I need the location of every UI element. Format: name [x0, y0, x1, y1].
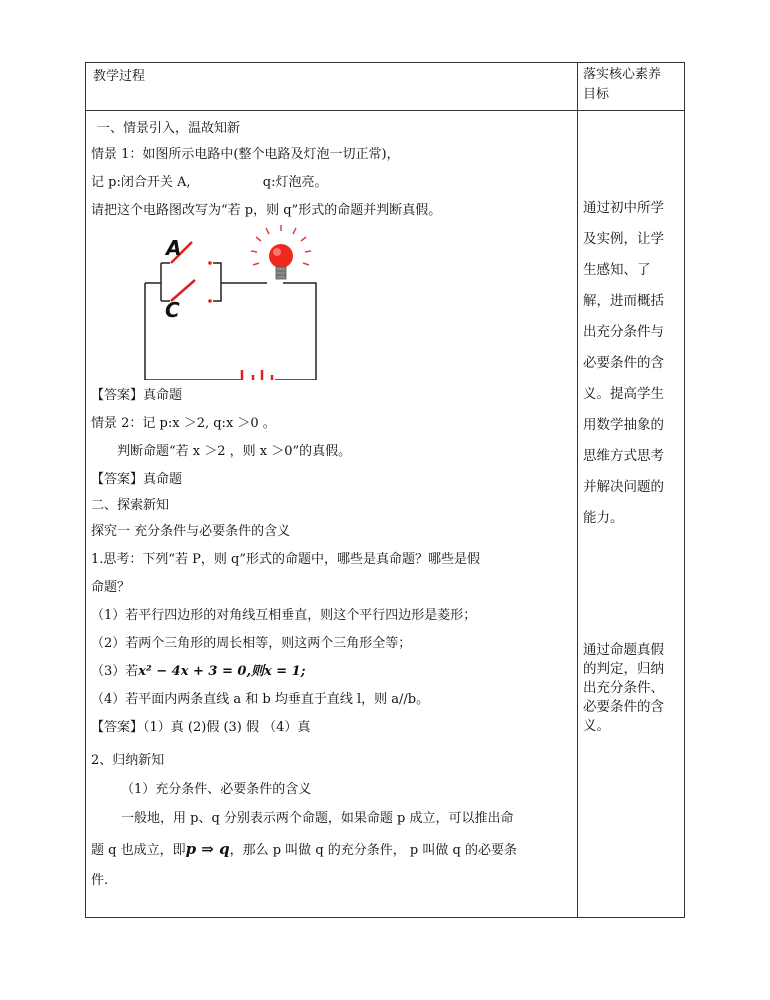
literacy-note-2: [583, 641, 681, 736]
definition-line1: 一般地，用 p、q 分别表示两个命题，如果命题 p 成立，可以推出命: [121, 811, 514, 826]
scenario-1-text: 情景 1：如图所示电路中(整个电路及灯泡一切正常)，: [91, 147, 400, 162]
think-question-line2: 命题？: [91, 580, 131, 595]
answer-3-label: 【答案】: [91, 720, 144, 735]
definition-line2-start: 题 q 也成立，即: [91, 843, 186, 858]
definition-implication: p ⇒ q: [185, 840, 230, 858]
note-1-line: 通过初中所学: [583, 200, 664, 216]
section-1-heading: 一、情景引入，温故知新: [97, 121, 241, 136]
note-1-line: 必要条件的含: [583, 355, 664, 371]
proposition-3-prefix: （3）若: [91, 664, 139, 679]
battery-icon: [239, 370, 272, 380]
header-core-literacy: [583, 65, 661, 105]
definition-line2-end: ，那么 p 叫做 q 的充分条件， p 叫做 q 的必要条: [229, 843, 517, 858]
proposition-2: （2）若两个三角形的周长相等，则这两个三角形全等；: [91, 636, 412, 651]
note-2-line: 的判定，归纳: [583, 661, 664, 677]
switch-c-contact: [208, 299, 212, 303]
answer-2: 【答案】真命题: [91, 472, 183, 487]
scenario-2-task: 判断命题“若 x ＞2 ，则 x ＞0”的真假。: [117, 444, 352, 459]
switch-a-contact: [208, 261, 212, 265]
exploration-1-title: 探究一 充分条件与必要条件的含义: [91, 524, 291, 539]
definition-line2: [91, 834, 571, 866]
note-2-line: 义。: [583, 718, 610, 734]
lesson-table: [85, 62, 685, 918]
bulb-icon: [269, 244, 293, 268]
scenario-1-task: 请把这个电路图改写为“若 p，则 q”形式的命题并判断真假。: [91, 203, 442, 218]
scenario-1-p: 记 p:闭合开关 A,: [91, 175, 191, 190]
switch-c-label: C: [165, 298, 180, 322]
note-1-line: 思维方式思考: [583, 448, 664, 464]
note-2-line: 出充分条件、: [583, 680, 664, 696]
think-question-line1: 1.思考：下列“若 P，则 q”形式的命题中，哪些是真命题？哪些是假: [91, 552, 481, 567]
answer-1: 【答案】真命题: [91, 388, 183, 403]
switch-a-label: A: [166, 236, 182, 260]
answer-3-values: （1）真 (2)假 (3) 假 （4）真: [143, 720, 311, 735]
proposition-4: （4）若平面内两条直线 a 和 b 均垂直于直线 l，则 a//b。: [91, 692, 430, 707]
proposition-1: （1）若平行四边形的对角线互相垂直，则这个平行四边形是菱形；: [91, 608, 477, 623]
header-divider: [86, 110, 684, 111]
note-1-line: 解，进而概括: [583, 293, 664, 309]
scenario-1-q: q:灯泡亮。: [262, 175, 328, 190]
note-1-line: 用数学抽象的: [583, 417, 664, 433]
bulb-base-icon: [276, 267, 286, 279]
note-2-line: 必要条件的含: [583, 699, 664, 715]
note-1-line: 出充分条件与: [583, 324, 664, 340]
note-1-line: 及实例，让学: [583, 231, 664, 247]
teaching-process-content: [91, 117, 571, 896]
header-teaching-process: 教学过程: [93, 69, 146, 84]
definition-line3: 件.: [91, 873, 109, 888]
column-divider: [577, 63, 578, 917]
section-3-heading: 2、归纳新知: [91, 753, 165, 768]
note-1-line: 义。提高学生: [583, 386, 664, 402]
scenario-1-pq: [91, 169, 571, 197]
note-2-line: 通过命题真假: [583, 642, 664, 658]
literacy-note-1: [583, 193, 681, 534]
header-core-literacy-line2: 目标: [583, 87, 610, 102]
scenario-2-text: 情景 2：记 p:x ＞2, q:x ＞0 。: [91, 416, 276, 431]
circuit-diagram: [135, 225, 335, 380]
note-1-line: 能力。: [583, 510, 624, 526]
note-1-line: 并解决问题的: [583, 479, 664, 495]
proposition-3-equation: x² − 4x + 3 = 0,则x = 1;: [138, 664, 306, 679]
section-2-heading: 二、探索新知: [91, 498, 170, 513]
proposition-3: [91, 658, 571, 686]
note-1-line: 生感知、了: [583, 262, 651, 278]
header-core-literacy-line1: 落实核心素养: [583, 67, 662, 82]
subsection-1-title: （1）充分条件、必要条件的含义: [121, 782, 312, 797]
answer-3: [91, 714, 571, 742]
